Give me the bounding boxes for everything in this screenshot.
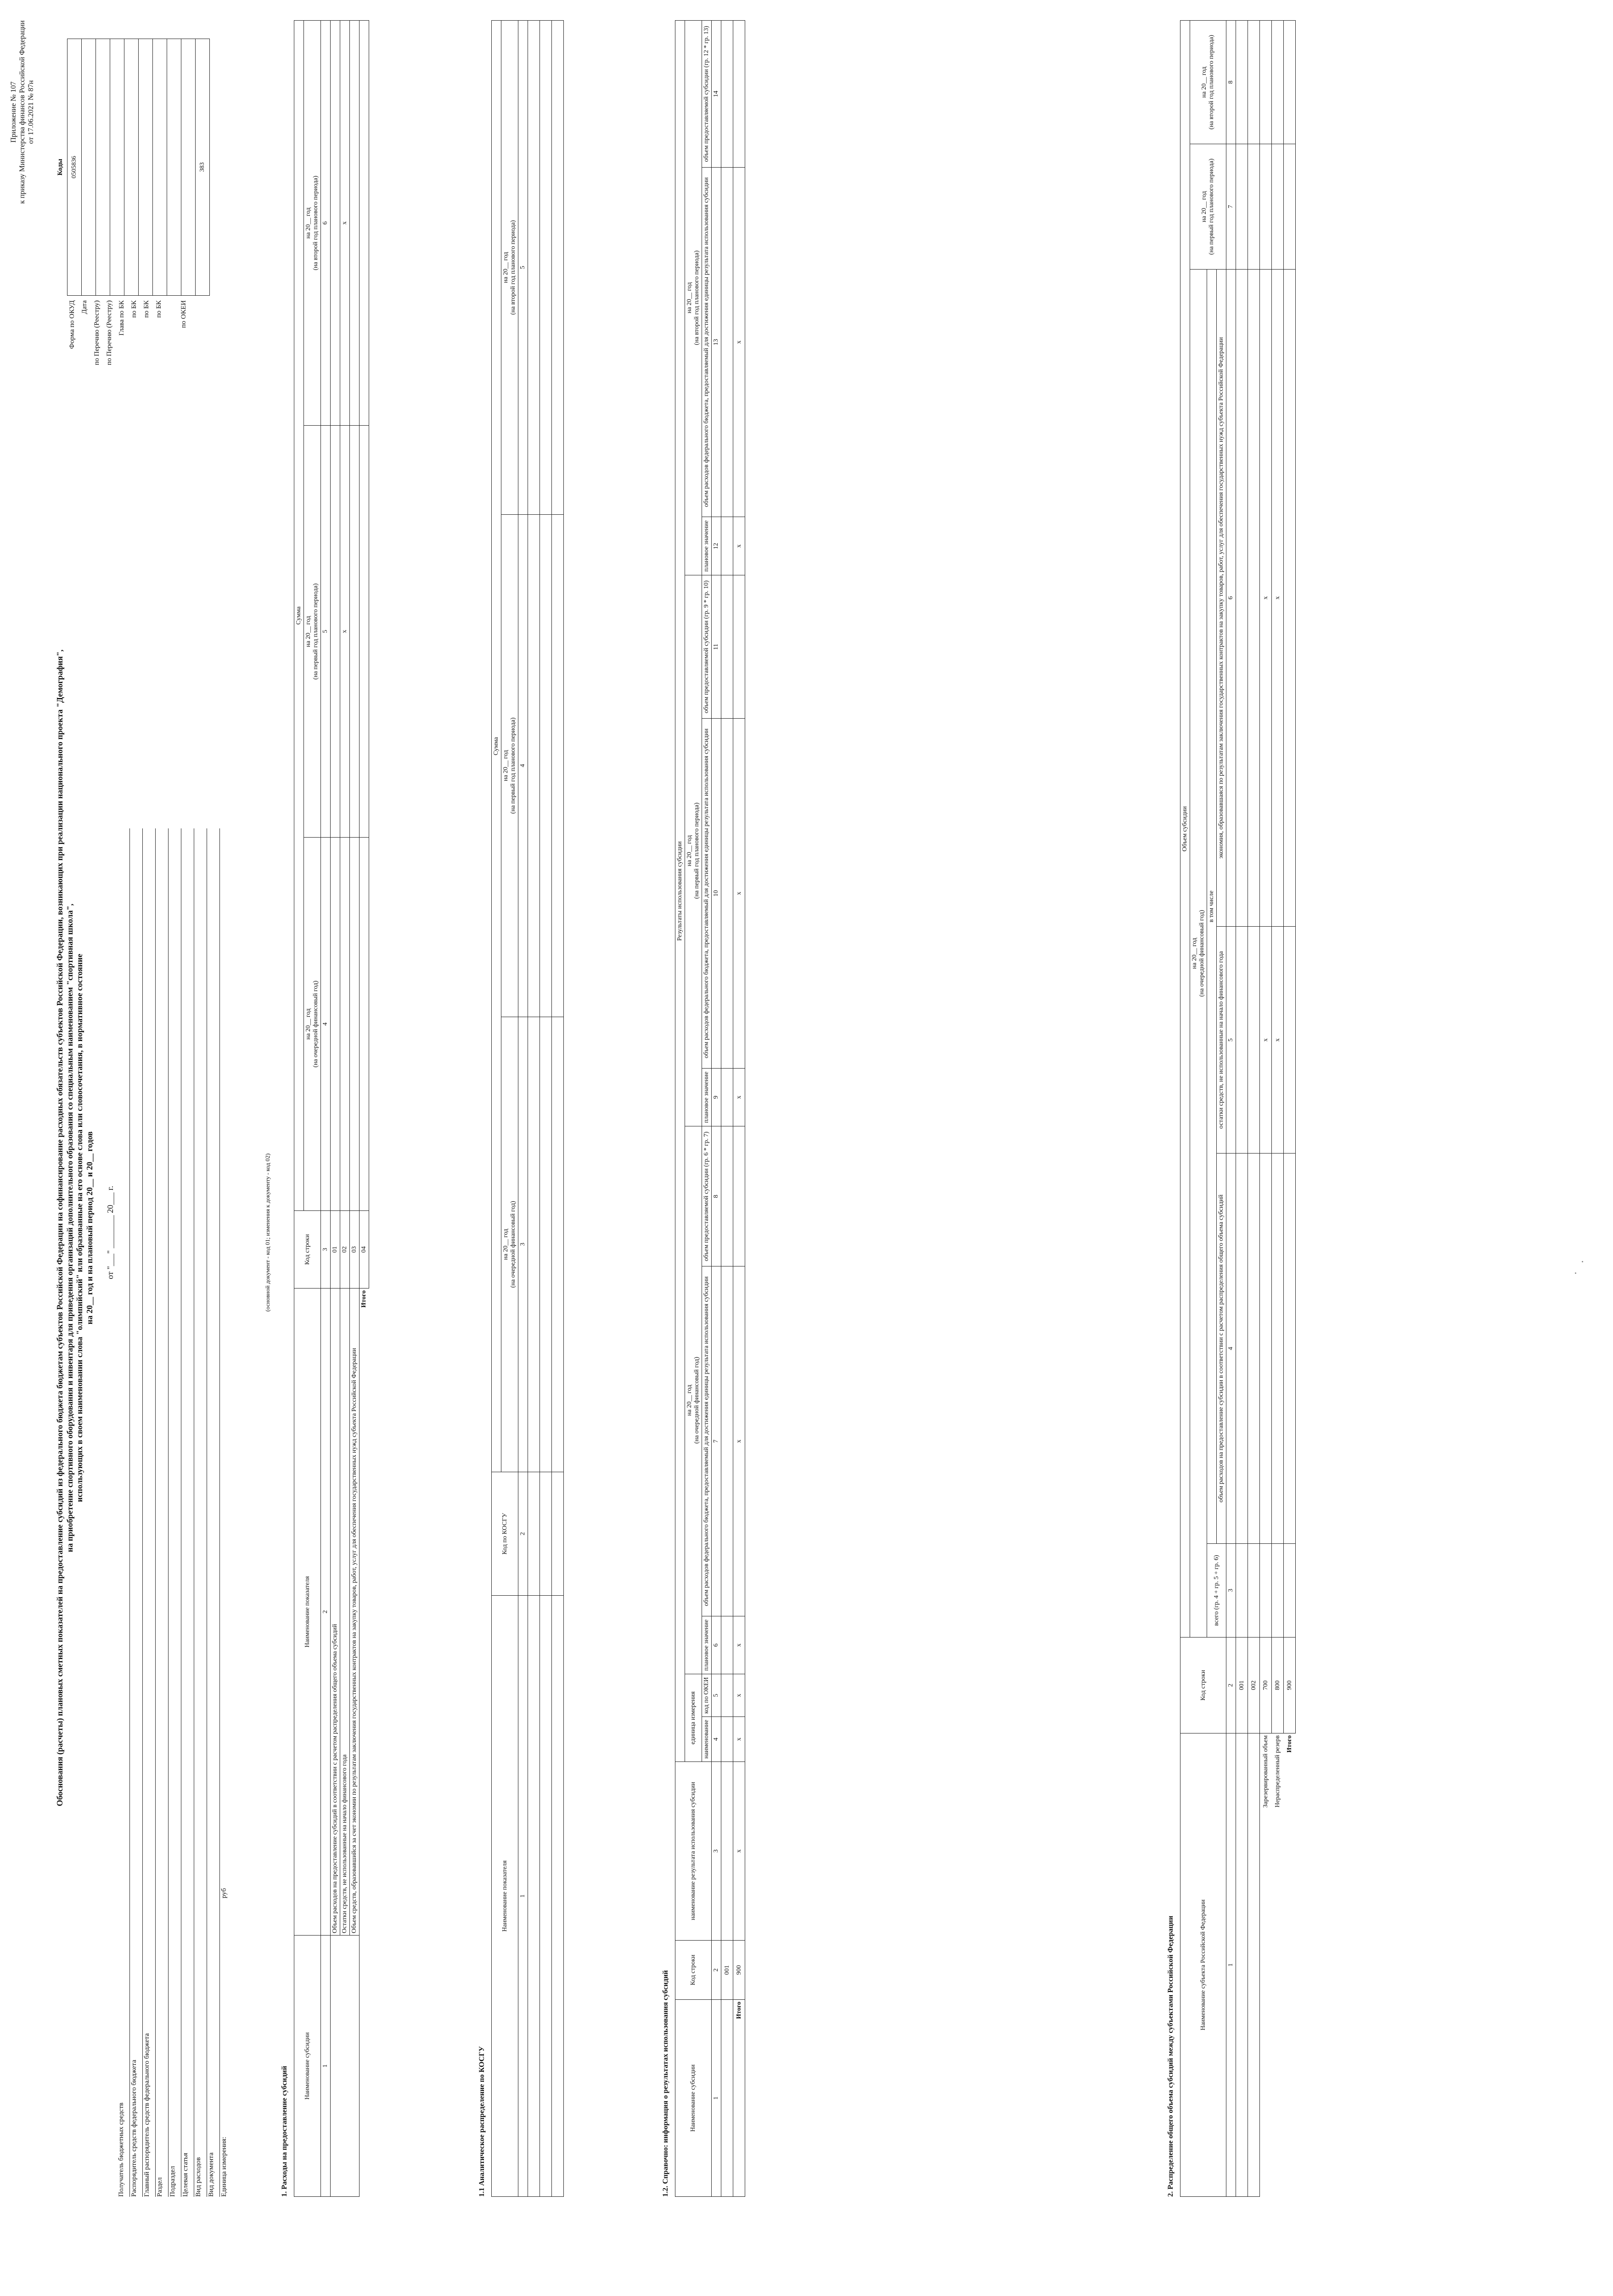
s12-total-label: Итого bbox=[733, 2000, 745, 2197]
appendix-line1: Приложение № 107 bbox=[10, 81, 17, 143]
s12-total-code: 900 bbox=[733, 1941, 745, 2000]
s12-group-title: Результаты использования субсидии bbox=[675, 21, 685, 1762]
field-expense-type: Вид расходов bbox=[194, 828, 207, 2197]
code-label-date: Дата bbox=[81, 300, 88, 314]
s2-c6: экономия, образовавшаяся по результатам заключения государственных контрактов на закупку товаров, работ, услуг для обеспечения государственных нужд субъекта Российской Федерации bbox=[1217, 270, 1226, 927]
s2-row1-name bbox=[1236, 1733, 1248, 2197]
s12-col-result: наименование результата использования субсидии bbox=[675, 1762, 712, 1941]
title-line4: на 20__ год и на плановый период 20__ и 20__ годов bbox=[84, 1131, 94, 1325]
code-empty bbox=[181, 39, 196, 296]
s1-year2: на 20__ год (на первый год планового периода) bbox=[304, 426, 321, 838]
section2-title: 2. Распределение общего объема субсидий между субъектами Российской Федерации bbox=[1167, 1915, 1175, 2197]
field-unit: Единица измерения: руб bbox=[220, 1888, 228, 2197]
code-okei: 383 bbox=[196, 39, 210, 296]
s12-col-name: Наименование субсидии bbox=[675, 2000, 712, 2197]
field-subsection: Подраздел bbox=[169, 828, 181, 2197]
s11-num-5: 5 bbox=[518, 21, 528, 515]
code-label-okei: по ОКЕИ bbox=[180, 300, 187, 328]
s2-num-6: 6 bbox=[1226, 270, 1236, 927]
s2-num-8: 8 bbox=[1226, 21, 1236, 144]
s1-year1: на 20__ год (на очередной финансовый год) bbox=[304, 838, 321, 1211]
s12-col-code: Код строки bbox=[675, 1941, 712, 2000]
s12-num-7: 7 bbox=[712, 1266, 721, 1616]
field-document-type: Вид документа bbox=[207, 828, 220, 2197]
s12-num-2: 2 bbox=[712, 1941, 721, 2000]
s2-unalloc-code: 800 bbox=[1272, 1638, 1284, 1733]
field-main-distributor: Главный распорядитель средств федерального бюджета bbox=[143, 828, 156, 2197]
s1-num-4: 4 bbox=[321, 838, 331, 1211]
s12-subs-3: объем предоставляемой субсидии (гр. 12 * гр. 13) bbox=[702, 21, 712, 168]
s2-all: всего (гр. 4 + гр. 5 + гр. 6) bbox=[1207, 1543, 1226, 1637]
field-target-article: Целевая статья bbox=[181, 828, 194, 2197]
s2-c5: остатки средств, не использованные на начало финансового года bbox=[1217, 926, 1226, 1154]
section1-table bbox=[294, 20, 369, 2197]
s2-year1: на 20__ год (на очередной финансовый год) bbox=[1190, 270, 1207, 1638]
title-line3: использующих в своем наименовании слова "олимпийский" или образованные на его основе слова или словосочетания, в нормативное состояние bbox=[75, 953, 84, 1503]
s1-row3-v3 bbox=[350, 21, 360, 426]
s12-unit-title: единица измерения bbox=[685, 1674, 702, 1762]
s2-num-5: 5 bbox=[1226, 926, 1236, 1154]
s1-row2-v3: x bbox=[340, 21, 350, 426]
s12-num-9: 9 bbox=[712, 1068, 721, 1126]
section12-table: Наименование субсидии Код строки наименование результата использования субсидии Результаты использования субсидии единица измерения на 20__ год (на очередной финансовый год) на 20__ год (на первый год планового периода) на 20__ год (на второй год планового периода) наименование код по ОКЕИ плановое значение объем расходов федерального бюджета, предоставляемый для достижения единицы результата использования субсидии объем предоставляемой субсидии (гр. 6 * гр. 7) плановое значение объем расходов федерального бюджета, предоставляемый для достижения единицы результата использования субсидии объем предоставляемой субсидии (гр. 9 * гр. 10) плановое значение объем расходов федерального бюджета, предоставляемый для достижения единицы результата использования субсидии объем предоставляемой субсидии (гр. 12 * гр. 13) 1 2 3 4 5 6 7 8 9 10 11 12 13 14 001 Итого 900 x x x x x x x x x bbox=[675, 20, 745, 2197]
section2-table: Наименование субъекта Российской Федерации Код строки Объем субсидии на 20__ год (на очередной финансовый год) на 20__ год (на первый год планового периода) на 20__ год (на второй год планового периода) всего (гр. 4 + гр. 5 + гр. 6) в том числе объем расходов на предоставление субсидии в соответствии с расчетом распределения общего объема субсидий остатки средств, не использованные на начало финансового года экономия, образовавшаяся по результатам заключения государственных контрактов на закупку товаров, работ, услуг для обеспечения государственных нужд субъекта Российской Федерации 1 2 3 4 5 6 7 8 001 002 Зарезервированный объем 700 x x Нераспределенный резерв 800 x x Итого 900 bbox=[1180, 20, 1296, 2197]
s1-row1-v1 bbox=[331, 838, 340, 1211]
s11-col-code: Код по КОСГУ bbox=[492, 1472, 518, 1596]
s1-col-name: Наименование субсидии bbox=[294, 1936, 321, 2197]
s12-num-1: 1 bbox=[712, 2000, 721, 2197]
s1-num-2: 2 bbox=[321, 1289, 331, 1936]
s12-num-10: 10 bbox=[712, 719, 721, 1069]
s1-row1-indicator: Объем расходов на предоставление субсидий в соответствии с расчетом распределения общего объема субсидий bbox=[331, 1289, 340, 1936]
s1-total-v2 bbox=[360, 426, 369, 838]
s12-row1-code: 001 bbox=[721, 1941, 733, 2000]
document-type-hint: (основной документ - код 01; изменения к документу - код 02) bbox=[264, 1153, 271, 1312]
s2-total-label: Итого bbox=[1286, 1735, 1293, 1753]
code-label-empty bbox=[167, 300, 180, 452]
s11-num-1: 1 bbox=[518, 1596, 528, 2197]
code-date bbox=[82, 39, 96, 296]
section11-title: 1.1 Аналитическое распределение по КОСГУ bbox=[478, 2046, 486, 2197]
s1-row3-v1 bbox=[350, 838, 360, 1211]
s11-num-2: 2 bbox=[518, 1472, 528, 1596]
s1-col-code: Код строки bbox=[294, 1211, 321, 1289]
s2-incl: в том числе bbox=[1207, 270, 1217, 1544]
code-label-bk-3: по БК bbox=[155, 300, 163, 318]
s2-col-code: Код строки bbox=[1180, 1638, 1226, 1733]
appendix-block bbox=[9, 16, 36, 208]
s2-num-1: 1 bbox=[1226, 1733, 1236, 2197]
s12-plan-1: плановое значение bbox=[702, 1616, 712, 1674]
s1-subsidy-name bbox=[331, 1936, 360, 2197]
s12-num-8: 8 bbox=[712, 1126, 721, 1266]
s12-unit-okei: код по ОКЕИ bbox=[702, 1674, 712, 1717]
field-section: Раздел bbox=[156, 828, 169, 2197]
field-recipient: Получатель бюджетных средств bbox=[117, 828, 130, 2197]
s1-num-6: 6 bbox=[321, 21, 331, 426]
s2-unalloc-label: Нераспределенный резерв bbox=[1274, 1735, 1281, 1807]
s1-row3-indicator: Объем средств, образовавшийся за счет экономии по результатам заключения государственных контрактов на закупку товаров, работ, услуг для обеспечения государственных нужд субъекта Российской Федерации bbox=[350, 1289, 360, 1936]
s1-row1-v3 bbox=[331, 21, 340, 426]
s11-row-1 bbox=[528, 1596, 540, 2197]
appendix-line2: к приказу Министерства финансов Российской Федерации bbox=[18, 20, 27, 204]
s11-col-name: Наименование показателя bbox=[492, 1596, 518, 2197]
s1-total-v1 bbox=[360, 838, 369, 1211]
s1-row2-v1 bbox=[340, 838, 350, 1211]
code-okud: 0505836 bbox=[67, 39, 82, 296]
s11-num-3: 3 bbox=[518, 1017, 528, 1472]
s12-year1: на 20__ год (на очередной финансовый год) bbox=[685, 1126, 702, 1674]
s2-num-2: 2 bbox=[1226, 1638, 1236, 1733]
s1-row2-v2: x bbox=[340, 426, 350, 838]
s12-num-11: 11 bbox=[712, 575, 721, 718]
s2-group-title: Объем субсидии bbox=[1180, 21, 1190, 1638]
code-chapter-bk bbox=[124, 39, 139, 296]
section11-table bbox=[491, 20, 564, 2197]
s11-year2: на 20__ год (на первый год планового периода) bbox=[501, 514, 518, 1017]
code-bk-1 bbox=[139, 39, 153, 296]
scan-speck bbox=[1575, 1272, 1576, 1274]
code-label-registry-1: по Перечню (Реестру) bbox=[93, 300, 101, 366]
code-label-bk-1: по БК bbox=[130, 300, 138, 318]
field-distributor: Распорядитель средств федерального бюджета bbox=[130, 828, 143, 2197]
s1-year3: на 20__ год (на второй год планового периода) bbox=[304, 21, 321, 426]
title-line2: на приобретение спортивного оборудования и инвентаря для приведения организаций дополнительного образования со специальным наименованием "спортивная школа", bbox=[65, 903, 74, 1553]
code-label-okud: Форма по ОКУД bbox=[68, 300, 76, 349]
s12-num-14: 14 bbox=[712, 21, 721, 168]
s12-subs-2: объем предоставляемой субсидии (гр. 9 * гр. 10) bbox=[702, 575, 712, 718]
s1-total-label: Итого bbox=[360, 1290, 368, 1308]
s12-num-12: 12 bbox=[712, 517, 721, 575]
s2-row2-name bbox=[1248, 1733, 1260, 2197]
s1-row1-code: 01 bbox=[331, 1211, 340, 1289]
document-title bbox=[55, 493, 95, 1963]
s2-row1-code: 001 bbox=[1236, 1638, 1248, 1733]
s12-row1-name bbox=[721, 2000, 733, 2197]
s11-row-2 bbox=[540, 1596, 552, 2197]
s12-fed-1: объем расходов федерального бюджета, предоставляемый для достижения единицы результата использования субсидии bbox=[702, 1266, 712, 1616]
s1-total-v3 bbox=[360, 21, 369, 426]
codes-labels bbox=[68, 300, 192, 452]
s2-row2-code: 002 bbox=[1248, 1638, 1260, 1733]
header-fields bbox=[117, 819, 232, 2197]
s12-num-6: 6 bbox=[712, 1616, 721, 1674]
s12-num-3: 3 bbox=[712, 1762, 721, 1941]
s1-row2-code: 02 bbox=[340, 1211, 350, 1289]
s2-c4: объем расходов на предоставление субсидии в соответствии с расчетом распределения общего объема субсидий bbox=[1217, 1154, 1226, 1543]
s1-row3-v2 bbox=[350, 426, 360, 838]
code-bk-3 bbox=[167, 39, 181, 296]
code-label-chapter-bk: Глава по БК bbox=[118, 300, 125, 336]
s1-row3-code: 03 bbox=[350, 1211, 360, 1289]
code-label-bk-2: по БК bbox=[143, 300, 150, 318]
code-label-registry-2: по Перечню (Реестру) bbox=[106, 300, 113, 366]
s2-year3: на 20__ год (на второй год планового периода) bbox=[1190, 21, 1226, 144]
s1-row1-v2 bbox=[331, 426, 340, 838]
s12-subs-1: объем предоставляемой субсидии (гр. 6 * гр. 7) bbox=[702, 1126, 712, 1266]
s12-unit-name: наименование bbox=[702, 1716, 712, 1761]
s12-fed-3: объем расходов федерального бюджета, предоставляемый для достижения единицы результата использования субсидии bbox=[702, 167, 712, 517]
appendix-line3: от 17.06.2021 № 87н bbox=[27, 80, 35, 144]
s2-num-4: 4 bbox=[1226, 1154, 1236, 1543]
codes-table bbox=[67, 39, 210, 296]
title-line1: Обоснования (расчеты) плановых сметных показателей на предоставление субсидий из федерального бюджета бюджетам субъектов Российской Федерации на софинансирование расходных обязательств субъектов Российской Федерации, возникающих при реализации национального проекта "Демография", bbox=[55, 649, 64, 1806]
scan-speck bbox=[1582, 1261, 1583, 1262]
codes-header: Коды bbox=[56, 158, 64, 176]
s11-col-sum: Сумма bbox=[492, 21, 501, 1472]
s2-total-code: 900 bbox=[1284, 1638, 1296, 1733]
s12-num-5: 5 bbox=[712, 1674, 721, 1717]
s2-num-7: 7 bbox=[1226, 144, 1236, 269]
s1-num-5: 5 bbox=[321, 426, 331, 838]
s11-year3: на 20__ год (на второй год планового периода) bbox=[501, 21, 518, 515]
s11-num-4: 4 bbox=[518, 514, 528, 1017]
s2-col-name: Наименование субъекта Российской Федерации bbox=[1180, 1733, 1226, 2197]
s12-plan-2: плановое значение bbox=[702, 1068, 712, 1126]
code-registry-2 bbox=[110, 39, 124, 296]
s12-fed-2: объем расходов федерального бюджета, предоставляемый для достижения единицы результата использования субсидии bbox=[702, 719, 712, 1069]
s1-col-indicator: Наименование показателя bbox=[294, 1289, 321, 1936]
code-registry-1 bbox=[96, 39, 110, 296]
s1-col-sum: Сумма bbox=[294, 21, 304, 1211]
s2-num-3: 3 bbox=[1226, 1543, 1236, 1637]
s12-plan-3: плановое значение bbox=[702, 517, 712, 575]
s11-row-3 bbox=[552, 1596, 564, 2197]
s1-total-code: 04 bbox=[360, 1211, 369, 1289]
code-bk-2 bbox=[153, 39, 167, 296]
s11-year1: на 20__ год (на очередной финансовый год) bbox=[501, 1017, 518, 1472]
section1-title: 1. Расходы на предоставление субсидий bbox=[281, 2065, 288, 2197]
s12-year2: на 20__ год (на первый год планового периода) bbox=[685, 575, 702, 1126]
s1-num-1: 1 bbox=[321, 1936, 331, 2197]
s2-reserve-label: Зарезервированный объем bbox=[1262, 1735, 1269, 1808]
s1-num-3: 3 bbox=[321, 1211, 331, 1289]
s12-num-4: 4 bbox=[712, 1716, 721, 1761]
s12-num-13: 13 bbox=[712, 167, 721, 517]
s1-row2-indicator: Остатки средств, не использованные на начало финансового года bbox=[340, 1289, 350, 1936]
s2-reserve-code: 700 bbox=[1260, 1638, 1272, 1733]
document-date: от "___" ________ 20___ г. bbox=[106, 1186, 115, 1279]
section12-title: 1.2. Справочно: информация о результатах использования субсидий bbox=[662, 1970, 669, 2197]
s2-year2: на 20__ год (на первый год планового периода) bbox=[1190, 144, 1226, 269]
s12-year3: на 20__ год (на второй год планового периода) bbox=[685, 21, 702, 575]
